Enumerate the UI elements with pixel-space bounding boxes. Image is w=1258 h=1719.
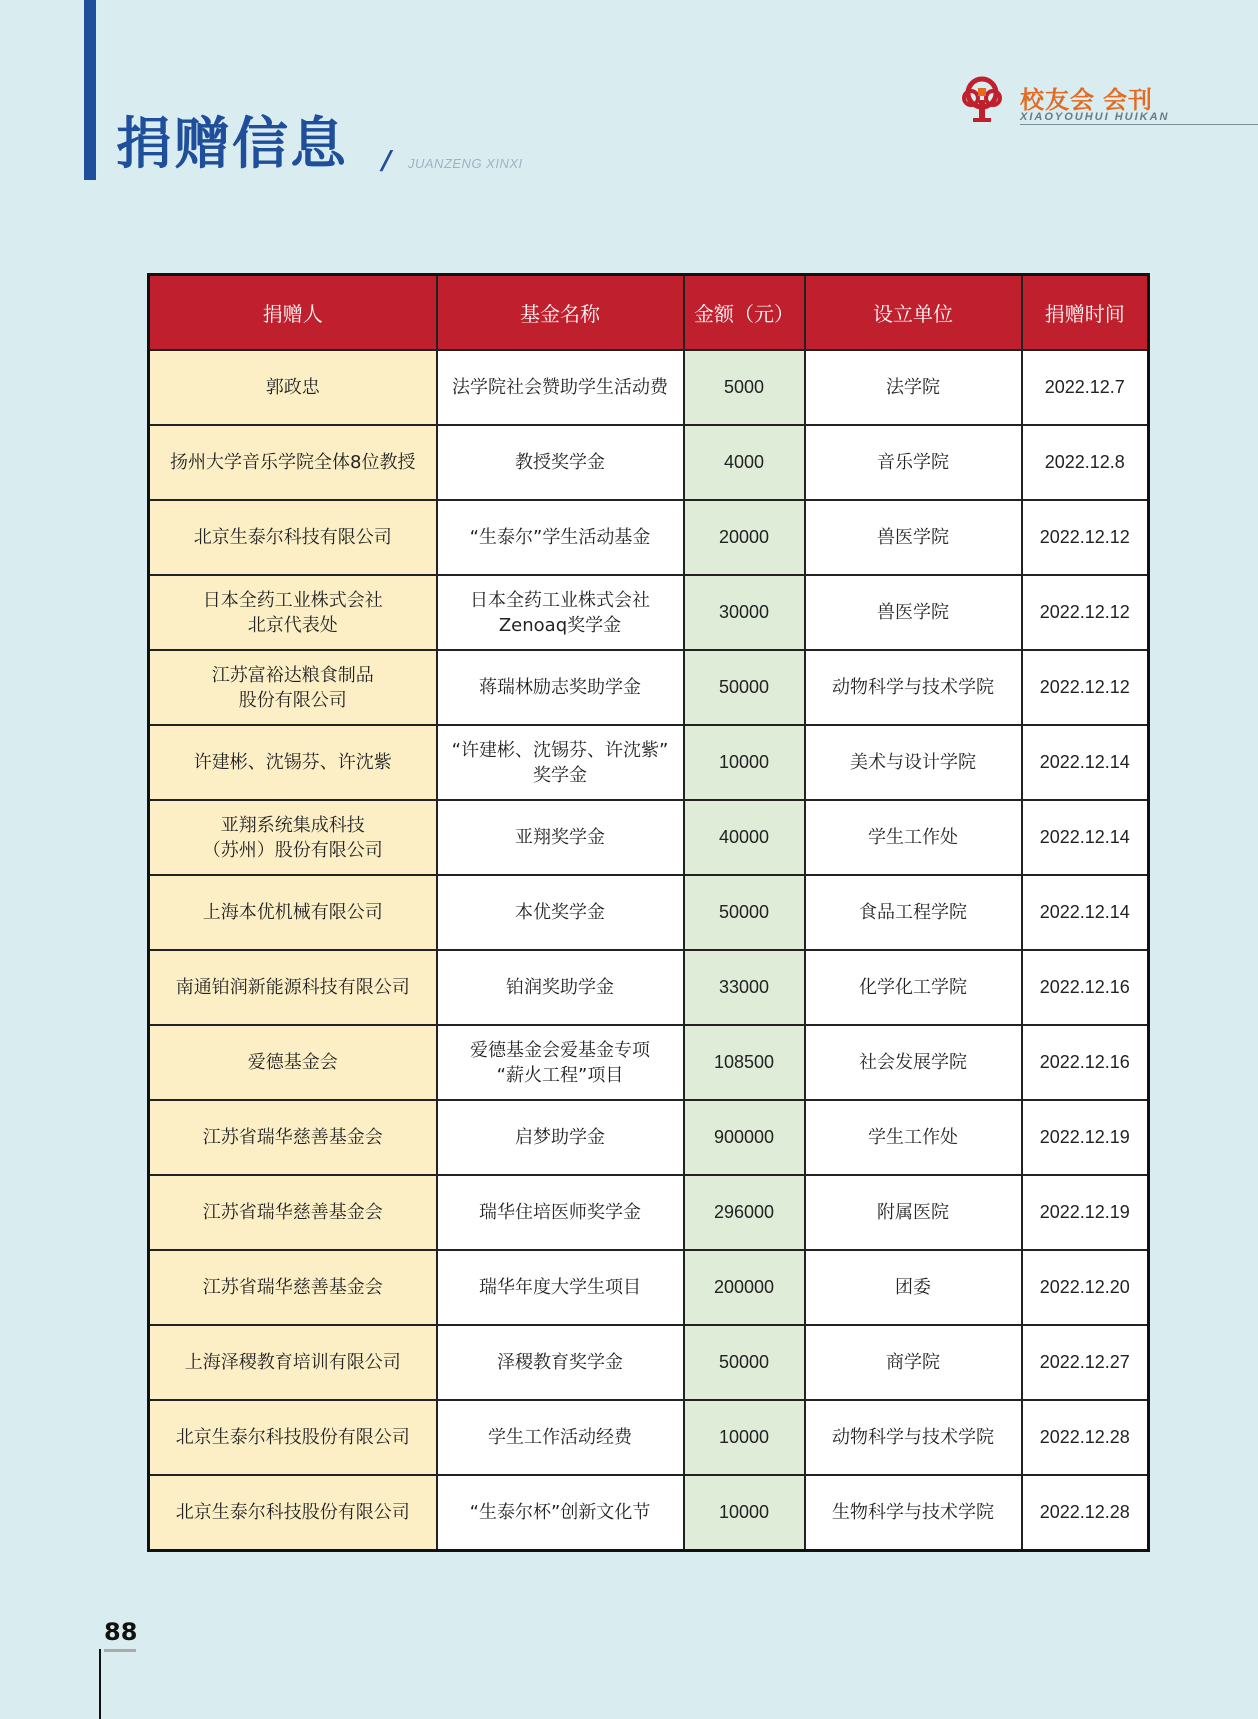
fund-name-cell-line: 亚翔奖学金 bbox=[515, 827, 605, 848]
unit-cell: 社会发展学院 bbox=[805, 1025, 1022, 1100]
unit-cell: 动物科学与技术学院 bbox=[805, 1400, 1022, 1475]
donor-cell bbox=[149, 350, 437, 425]
table-row bbox=[149, 950, 1149, 1025]
unit-cell: 化学化工学院 bbox=[805, 950, 1022, 1025]
unit-cell: 兽医学院 bbox=[805, 500, 1022, 575]
fund-name-cell-line: 奖学金 bbox=[533, 764, 587, 786]
table-row bbox=[149, 875, 1149, 950]
donor-cell-line: 江苏富裕达粮食制品 bbox=[211, 664, 374, 686]
donor-cell bbox=[149, 1025, 437, 1100]
fund-name-cell-line: Zenoaq奖学金 bbox=[498, 614, 622, 636]
donor-cell bbox=[149, 1100, 437, 1175]
donor-cell-line: 北京生泰尔科技股份有限公司 bbox=[175, 1502, 410, 1523]
donor-cell-line: 南通铂润新能源科技有限公司 bbox=[175, 977, 410, 998]
amount-cell: 900000 bbox=[684, 1100, 805, 1175]
donor-cell-line: 北京代表处 bbox=[247, 614, 338, 636]
fund-name-cell-line: 蒋瑞林励志奖助学金 bbox=[479, 677, 641, 698]
unit-cell: 学生工作处 bbox=[805, 1100, 1022, 1175]
unit-cell: 学生工作处 bbox=[805, 800, 1022, 875]
donor-cell-line: 日本全药工业株式会社 bbox=[202, 589, 383, 611]
table-row bbox=[149, 650, 1149, 725]
table-row bbox=[149, 1100, 1149, 1175]
date-cell: 2022.12.27 bbox=[1022, 1325, 1149, 1400]
unit-cell: 食品工程学院 bbox=[805, 875, 1022, 950]
donor-cell-line: 许建彬、沈锡芬、许沈紫 bbox=[193, 752, 392, 773]
donor-cell-line: 北京生泰尔科技股份有限公司 bbox=[175, 1427, 410, 1448]
table-row bbox=[149, 350, 1149, 425]
table-row bbox=[149, 725, 1149, 800]
unit-cell: 生物科学与技术学院 bbox=[805, 1475, 1022, 1551]
fund-name-cell-line: 法学院社会赞助学生活动费 bbox=[452, 377, 668, 398]
date-cell: 2022.12.14 bbox=[1022, 725, 1149, 800]
unit-cell: 音乐学院 bbox=[805, 425, 1022, 500]
unit-cell: 团委 bbox=[805, 1250, 1022, 1325]
fund-name-cell bbox=[437, 725, 684, 800]
table-row bbox=[149, 1475, 1149, 1551]
unit-cell: 商学院 bbox=[805, 1325, 1022, 1400]
date-cell: 2022.12.28 bbox=[1022, 1475, 1149, 1551]
page-number: 88 bbox=[104, 1618, 138, 1646]
amount-cell: 108500 bbox=[684, 1025, 805, 1100]
date-cell: 2022.12.16 bbox=[1022, 950, 1149, 1025]
unit-cell: 法学院 bbox=[805, 350, 1022, 425]
title-accent-bar bbox=[84, 0, 96, 180]
fund-name-cell bbox=[437, 1100, 684, 1175]
fund-name-cell-line: “生泰尔”学生活动基金 bbox=[469, 527, 651, 548]
date-cell: 2022.12.12 bbox=[1022, 500, 1149, 575]
donor-cell bbox=[149, 1400, 437, 1475]
fund-name-cell bbox=[437, 1025, 684, 1100]
donor-cell bbox=[149, 950, 437, 1025]
fund-name-cell bbox=[437, 1325, 684, 1400]
page-corner-line bbox=[99, 1649, 101, 1719]
fund-name-cell bbox=[437, 500, 684, 575]
amount-cell: 40000 bbox=[684, 800, 805, 875]
fund-name-cell-line: “薪火工程”项目 bbox=[496, 1064, 624, 1086]
amount-cell: 200000 bbox=[684, 1250, 805, 1325]
date-cell: 2022.12.7 bbox=[1022, 350, 1149, 425]
donation-table bbox=[147, 273, 1150, 1552]
donor-cell bbox=[149, 425, 437, 500]
fund-name-cell-line: 本优奖学金 bbox=[515, 902, 605, 923]
donor-cell-line: 郭政忠 bbox=[265, 377, 320, 398]
donor-cell-line: 江苏省瑞华慈善基金会 bbox=[202, 1202, 383, 1223]
table-row bbox=[149, 1400, 1149, 1475]
column-header-fund: 基金名称 bbox=[437, 275, 684, 351]
donor-cell-line: 上海泽稷教育培训有限公司 bbox=[184, 1352, 401, 1373]
date-cell: 2022.12.12 bbox=[1022, 650, 1149, 725]
table-row bbox=[149, 1250, 1149, 1325]
amount-cell: 10000 bbox=[684, 1400, 805, 1475]
column-header-unit: 设立单位 bbox=[805, 275, 1022, 351]
amount-cell: 5000 bbox=[684, 350, 805, 425]
donor-cell bbox=[149, 725, 437, 800]
fund-name-cell bbox=[437, 1250, 684, 1325]
fund-name-cell-line: “许建彬、沈锡芬、许沈紫” bbox=[451, 739, 669, 761]
donor-cell bbox=[149, 1325, 437, 1400]
fund-name-cell bbox=[437, 1475, 684, 1551]
date-cell: 2022.12.19 bbox=[1022, 1100, 1149, 1175]
table-body bbox=[149, 350, 1149, 1551]
unit-cell: 兽医学院 bbox=[805, 575, 1022, 650]
fund-name-cell bbox=[437, 425, 684, 500]
donor-cell-line: 上海本优机械有限公司 bbox=[202, 902, 383, 923]
donor-cell bbox=[149, 500, 437, 575]
fund-name-cell-line: 爱德基金会爱基金专项 bbox=[470, 1039, 650, 1061]
column-header-date: 捐赠时间 bbox=[1022, 275, 1149, 351]
amount-cell: 30000 bbox=[684, 575, 805, 650]
donor-cell-line: 北京生泰尔科技有限公司 bbox=[193, 527, 392, 548]
fund-name-cell bbox=[437, 1175, 684, 1250]
donor-cell-line: 亚翔系统集成科技 bbox=[220, 814, 365, 836]
amount-cell: 20000 bbox=[684, 500, 805, 575]
donor-cell-line: 江苏省瑞华慈善基金会 bbox=[202, 1127, 383, 1148]
page-title: 捐赠信息 bbox=[116, 112, 348, 177]
table-header-row bbox=[149, 275, 1149, 351]
amount-cell: 296000 bbox=[684, 1175, 805, 1250]
date-cell: 2022.12.14 bbox=[1022, 875, 1149, 950]
donor-cell-line: 股份有限公司 bbox=[238, 689, 347, 711]
fund-name-cell bbox=[437, 1400, 684, 1475]
fund-name-cell-line: 学生工作活动经费 bbox=[488, 1427, 632, 1448]
unit-cell: 附属医院 bbox=[805, 1175, 1022, 1250]
fund-name-cell-line: 启梦助学金 bbox=[515, 1127, 605, 1148]
table-row bbox=[149, 800, 1149, 875]
fund-name-cell-line: 瑞华年度大学生项目 bbox=[479, 1277, 641, 1298]
page-number-underline bbox=[104, 1649, 136, 1652]
amount-cell: 33000 bbox=[684, 950, 805, 1025]
fund-name-cell bbox=[437, 350, 684, 425]
unit-cell: 动物科学与技术学院 bbox=[805, 650, 1022, 725]
amount-cell: 10000 bbox=[684, 1475, 805, 1551]
table-row bbox=[149, 425, 1149, 500]
column-header-amount: 金额（元） bbox=[684, 275, 805, 351]
fund-name-cell-line: 泽稷教育奖学金 bbox=[497, 1352, 623, 1373]
column-header-donor: 捐赠人 bbox=[149, 275, 437, 351]
table-row bbox=[149, 500, 1149, 575]
fund-name-cell-line: 教授奖学金 bbox=[515, 452, 605, 473]
amount-cell: 50000 bbox=[684, 1325, 805, 1400]
fund-name-cell bbox=[437, 875, 684, 950]
fund-name-cell-line: “生泰尔杯”创新文化节 bbox=[469, 1502, 651, 1523]
donor-cell bbox=[149, 650, 437, 725]
donor-cell-line: 扬州大学音乐学院全体8位教授 bbox=[170, 452, 416, 473]
donor-cell bbox=[149, 575, 437, 650]
unit-cell: 美术与设计学院 bbox=[805, 725, 1022, 800]
donor-cell bbox=[149, 875, 437, 950]
date-cell: 2022.12.19 bbox=[1022, 1175, 1149, 1250]
donor-cell bbox=[149, 800, 437, 875]
donor-cell bbox=[149, 1250, 437, 1325]
donor-cell bbox=[149, 1475, 437, 1551]
date-cell: 2022.12.14 bbox=[1022, 800, 1149, 875]
donor-cell-line: （苏州）股份有限公司 bbox=[202, 839, 383, 861]
header-rule bbox=[1020, 124, 1258, 125]
amount-cell: 50000 bbox=[684, 875, 805, 950]
table-row bbox=[149, 1325, 1149, 1400]
amount-cell: 10000 bbox=[684, 725, 805, 800]
fund-name-cell bbox=[437, 650, 684, 725]
title-separator: / bbox=[382, 146, 392, 176]
table-row bbox=[149, 575, 1149, 650]
table-row bbox=[149, 1025, 1149, 1100]
date-cell: 2022.12.8 bbox=[1022, 425, 1149, 500]
donor-cell-line: 爱德基金会 bbox=[247, 1052, 338, 1073]
fund-name-cell-line: 瑞华住培医师奖学金 bbox=[479, 1202, 641, 1223]
donor-cell bbox=[149, 1175, 437, 1250]
amount-cell: 4000 bbox=[684, 425, 805, 500]
date-cell: 2022.12.16 bbox=[1022, 1025, 1149, 1100]
title-pinyin: JUANZENG XINXI bbox=[408, 156, 523, 171]
fund-name-cell bbox=[437, 575, 684, 650]
fund-name-cell bbox=[437, 800, 684, 875]
amount-cell: 50000 bbox=[684, 650, 805, 725]
publication-name bbox=[1020, 80, 1153, 115]
table-row bbox=[149, 1175, 1149, 1250]
publication-name-part2: 会刊 bbox=[1103, 86, 1153, 114]
publication-name-part1: 校友会 bbox=[1020, 86, 1095, 114]
donor-cell-line: 江苏省瑞华慈善基金会 bbox=[202, 1277, 383, 1298]
fund-name-cell-line: 日本全药工业株式会社 bbox=[470, 589, 650, 611]
date-cell: 2022.12.20 bbox=[1022, 1250, 1149, 1325]
fund-name-cell-line: 铂润奖助学金 bbox=[506, 977, 614, 998]
fund-name-cell bbox=[437, 950, 684, 1025]
publication-pinyin: XIAOYOUHUI HUIKAN bbox=[1020, 111, 1170, 123]
alumni-tree-emblem-icon bbox=[958, 76, 1006, 124]
date-cell: 2022.12.28 bbox=[1022, 1400, 1149, 1475]
date-cell: 2022.12.12 bbox=[1022, 575, 1149, 650]
